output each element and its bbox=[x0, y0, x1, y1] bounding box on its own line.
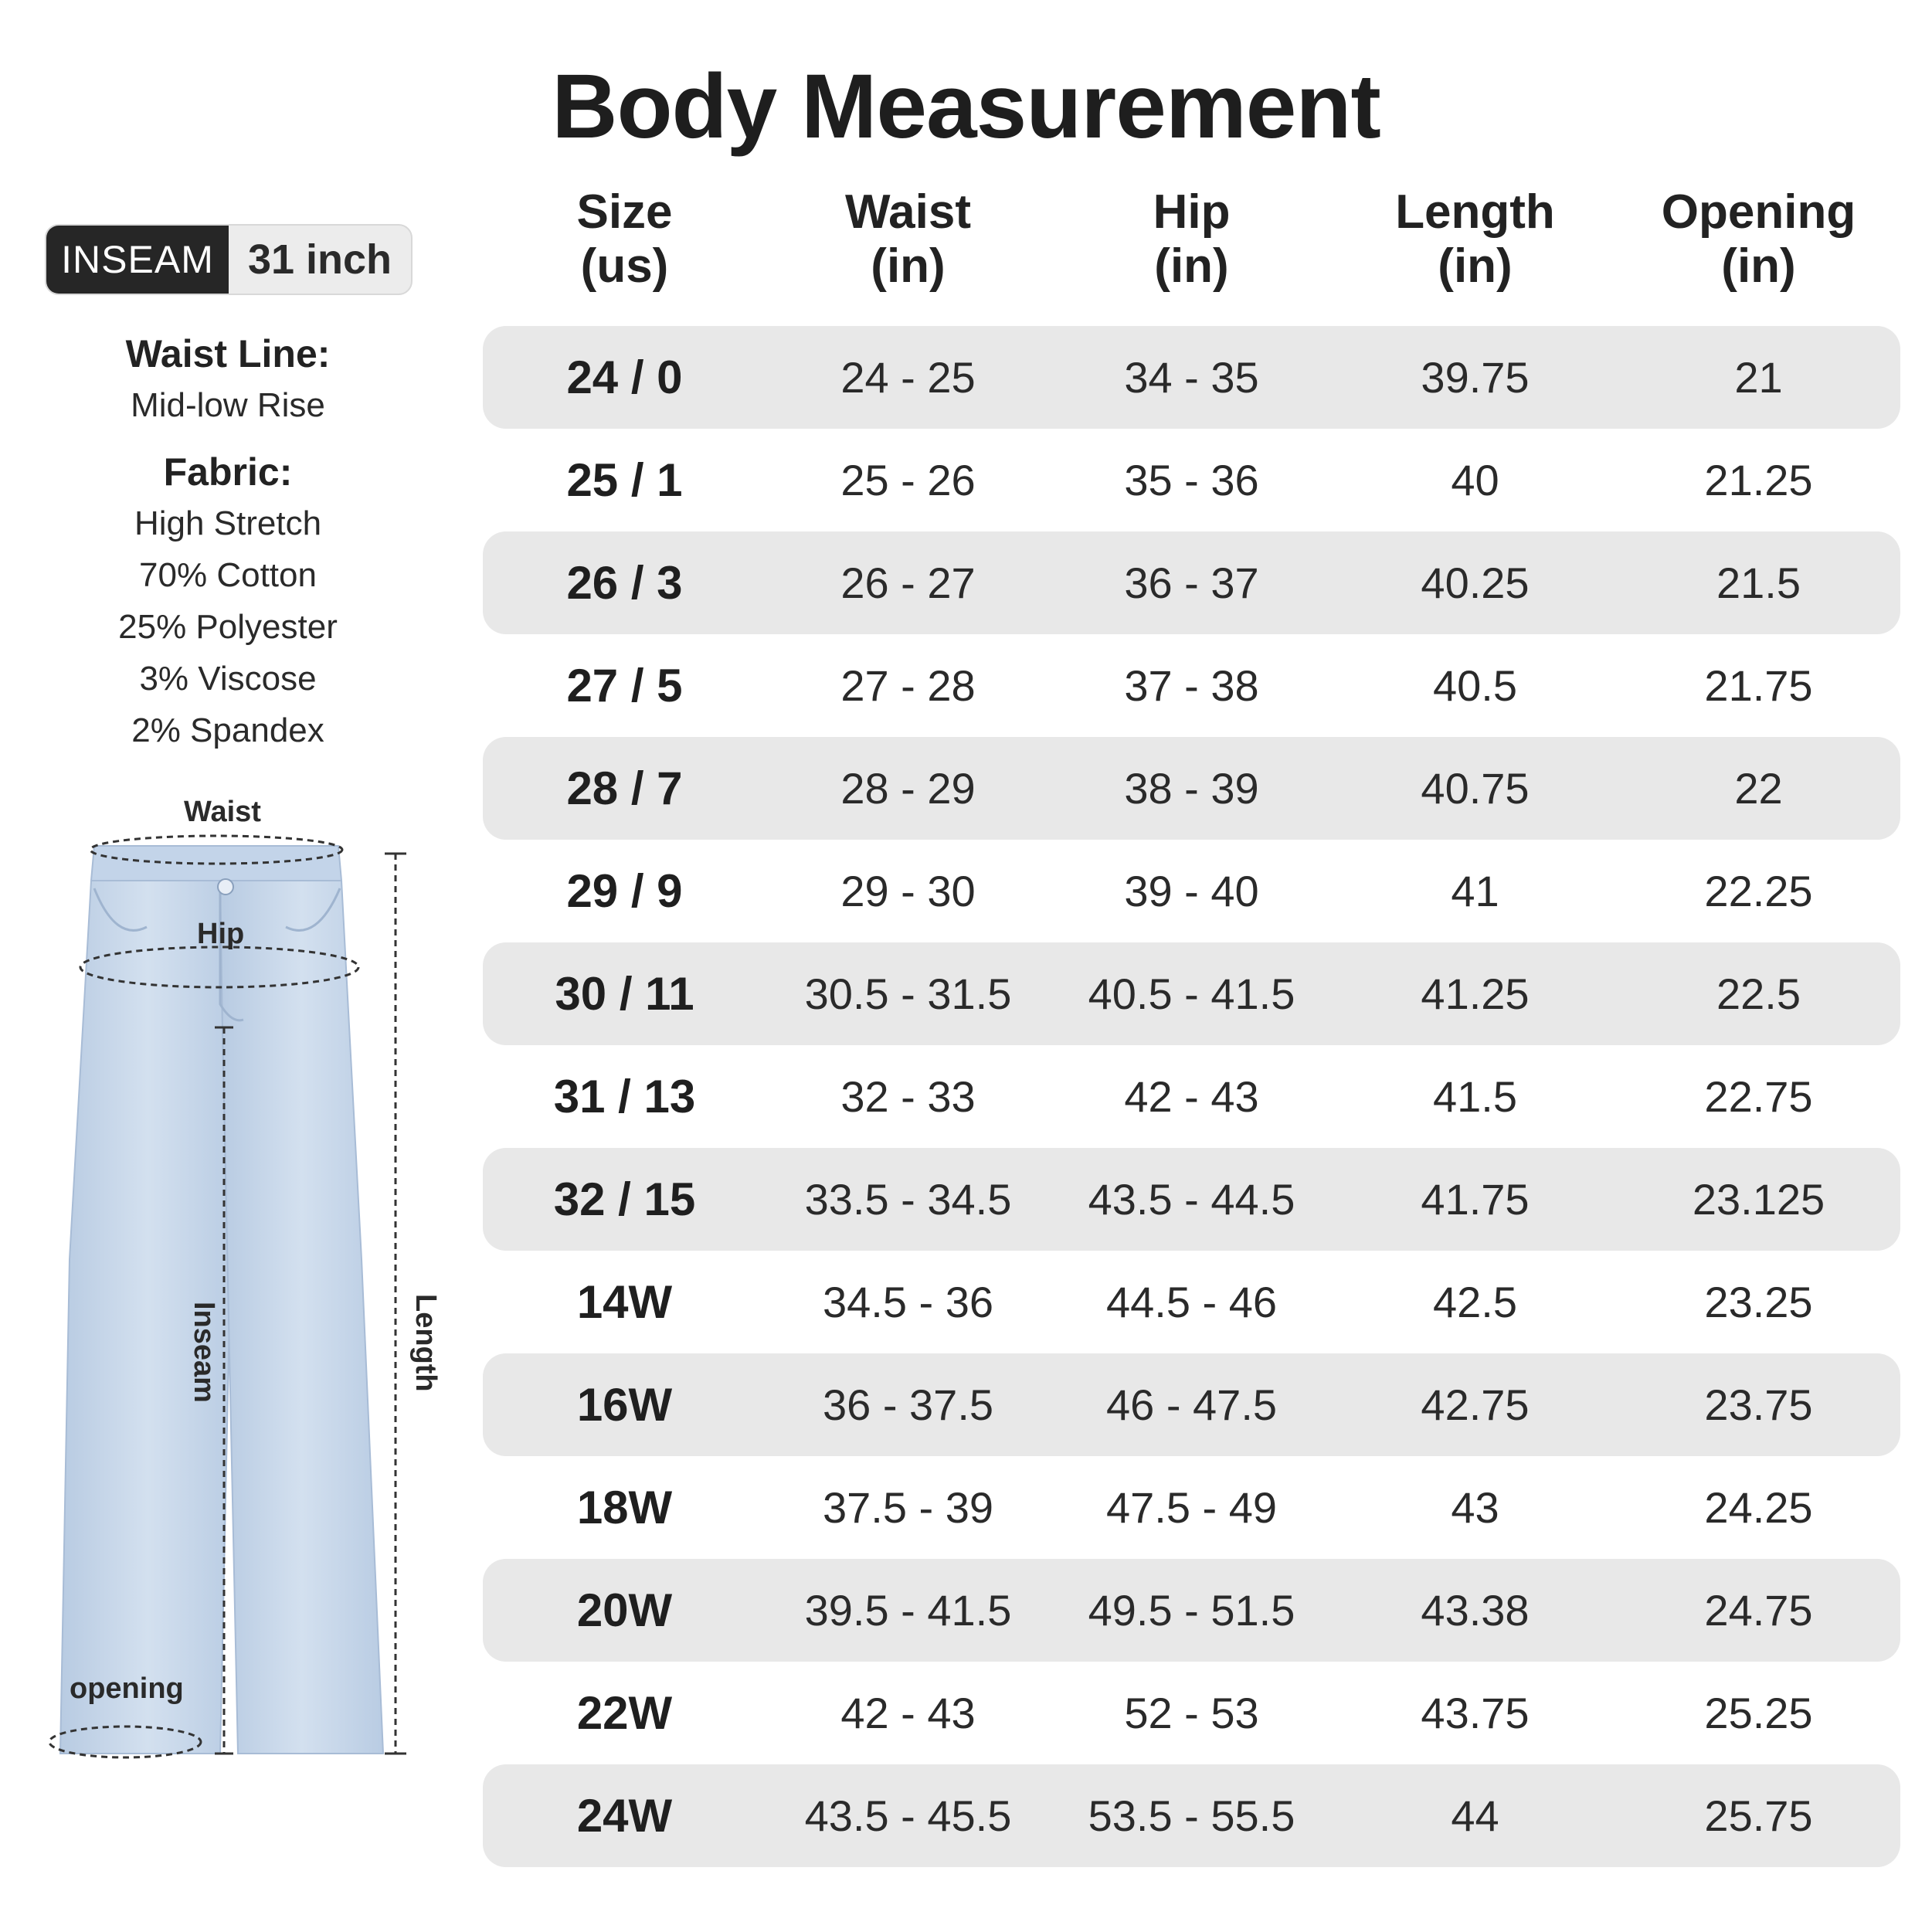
opening-cell: 25.75 bbox=[1704, 1791, 1813, 1840]
opening-cell: 22.25 bbox=[1704, 867, 1813, 915]
length-cell: 40.75 bbox=[1421, 764, 1530, 813]
waist-cell: 36 - 37.5 bbox=[822, 1380, 994, 1429]
waist-cell: 29 - 30 bbox=[840, 867, 976, 915]
length-cell: 42.5 bbox=[1433, 1278, 1517, 1326]
hip-cell: 34 - 35 bbox=[1124, 353, 1259, 402]
opening-cell: 23.125 bbox=[1692, 1175, 1825, 1224]
waist-diagram-label: Waist bbox=[184, 796, 261, 828]
length-cell: 43 bbox=[1451, 1483, 1499, 1532]
waist-line-label: Waist Line: bbox=[125, 332, 331, 375]
size-cell: 27 / 5 bbox=[566, 660, 683, 711]
waist-cell: 33.5 - 34.5 bbox=[804, 1175, 1012, 1224]
table-row bbox=[483, 1559, 1900, 1662]
length-cell: 41.75 bbox=[1421, 1175, 1530, 1224]
table-row bbox=[483, 840, 1900, 942]
size-cell: 22W bbox=[576, 1687, 673, 1739]
column-header-waist: Waist (in) bbox=[844, 185, 972, 293]
opening-cell: 24.25 bbox=[1704, 1483, 1813, 1532]
table-row bbox=[483, 1045, 1900, 1148]
table-row bbox=[483, 1353, 1900, 1456]
hip-cell: 47.5 - 49 bbox=[1105, 1483, 1278, 1532]
length-cell: 43.38 bbox=[1421, 1586, 1530, 1635]
waist-cell: 28 - 29 bbox=[840, 764, 976, 813]
size-cell: 24W bbox=[576, 1790, 673, 1842]
product-specs bbox=[73, 328, 382, 756]
length-cell: 43.75 bbox=[1421, 1689, 1530, 1737]
waist-cell: 26 - 27 bbox=[840, 559, 976, 607]
hip-cell: 44.5 - 46 bbox=[1105, 1278, 1278, 1326]
table-row bbox=[483, 1148, 1900, 1251]
size-cell: 31 / 13 bbox=[553, 1071, 696, 1122]
size-cell: 30 / 11 bbox=[555, 968, 694, 1020]
hip-cell: 46 - 47.5 bbox=[1105, 1380, 1278, 1429]
fabric-line: 25% Polyester bbox=[118, 608, 338, 646]
size-cell: 18W bbox=[576, 1482, 673, 1533]
length-cell: 41.25 bbox=[1421, 969, 1530, 1018]
column-header-hip: Hip (in) bbox=[1153, 185, 1231, 293]
table-row bbox=[483, 429, 1900, 531]
hip-cell: 49.5 - 51.5 bbox=[1088, 1586, 1295, 1635]
opening-cell: 24.75 bbox=[1704, 1586, 1813, 1635]
table-row bbox=[483, 1764, 1900, 1867]
opening-cell: 21 bbox=[1734, 353, 1783, 402]
opening-cell: 21.75 bbox=[1704, 661, 1813, 710]
waist-cell: 42 - 43 bbox=[840, 1689, 976, 1737]
fabric-line: High Stretch bbox=[134, 504, 322, 542]
hip-diagram-label: Hip bbox=[197, 918, 245, 950]
hip-cell: 39 - 40 bbox=[1124, 867, 1259, 915]
fabric-line: 3% Viscose bbox=[139, 660, 317, 698]
hip-cell: 40.5 - 41.5 bbox=[1088, 969, 1295, 1018]
size-cell: 14W bbox=[576, 1276, 673, 1328]
length-cell: 44 bbox=[1451, 1791, 1499, 1840]
length-cell: 40.5 bbox=[1433, 661, 1517, 710]
waist-cell: 25 - 26 bbox=[840, 456, 976, 504]
table-header bbox=[483, 185, 1900, 301]
length-cell: 41 bbox=[1451, 867, 1499, 915]
size-cell: 16W bbox=[576, 1379, 673, 1431]
hip-cell: 36 - 37 bbox=[1124, 559, 1259, 607]
table-row bbox=[483, 1662, 1900, 1764]
table-row bbox=[483, 531, 1900, 634]
table-row bbox=[483, 326, 1900, 429]
fabric-label: Fabric: bbox=[163, 450, 293, 494]
hip-cell: 37 - 38 bbox=[1124, 661, 1259, 710]
size-cell: 29 / 9 bbox=[566, 865, 683, 917]
hip-cell: 38 - 39 bbox=[1124, 764, 1259, 813]
waist-cell: 27 - 28 bbox=[840, 661, 976, 710]
hip-cell: 43.5 - 44.5 bbox=[1088, 1175, 1295, 1224]
opening-cell: 25.25 bbox=[1704, 1689, 1813, 1737]
fabric-line: 2% Spandex bbox=[131, 711, 324, 749]
opening-cell: 22.75 bbox=[1704, 1072, 1813, 1121]
inseam-diagram-label: Inseam bbox=[188, 1302, 220, 1403]
length-cell: 39.75 bbox=[1421, 353, 1530, 402]
size-cell: 20W bbox=[576, 1584, 673, 1636]
size-cell: 28 / 7 bbox=[566, 762, 683, 814]
waist-cell: 34.5 - 36 bbox=[822, 1278, 994, 1326]
hip-cell: 42 - 43 bbox=[1124, 1072, 1259, 1121]
length-cell: 41.5 bbox=[1433, 1072, 1517, 1121]
inseam-badge bbox=[45, 224, 413, 295]
column-header-opening: Opening (in) bbox=[1661, 185, 1856, 293]
waist-cell: 32 - 33 bbox=[840, 1072, 976, 1121]
inseam-badge-value: 31 inch bbox=[247, 236, 392, 283]
size-cell: 25 / 1 bbox=[566, 454, 683, 506]
waist-line-value: Mid-low Rise bbox=[131, 386, 325, 424]
hip-cell: 53.5 - 55.5 bbox=[1088, 1791, 1295, 1840]
jeans-illustration bbox=[31, 796, 463, 1769]
column-header-length: Length (in) bbox=[1395, 185, 1555, 293]
opening-cell: 21.5 bbox=[1716, 559, 1801, 607]
waist-cell: 37.5 - 39 bbox=[822, 1483, 994, 1532]
waist-cell: 30.5 - 31.5 bbox=[804, 969, 1012, 1018]
jeans-diagram bbox=[31, 796, 463, 1769]
page-title: Body Measurement bbox=[552, 56, 1380, 158]
size-cell: 26 / 3 bbox=[566, 557, 683, 609]
opening-cell: 22 bbox=[1734, 764, 1783, 813]
opening-cell: 22.5 bbox=[1716, 969, 1801, 1018]
size-cell: 32 / 15 bbox=[553, 1173, 696, 1225]
table-row bbox=[483, 1456, 1900, 1559]
table-row bbox=[483, 1251, 1900, 1353]
opening-cell: 23.75 bbox=[1704, 1380, 1813, 1429]
waist-cell: 24 - 25 bbox=[840, 353, 976, 402]
table-row bbox=[483, 634, 1900, 737]
table-row bbox=[483, 942, 1900, 1045]
hip-cell: 35 - 36 bbox=[1124, 456, 1259, 504]
size-cell: 24 / 0 bbox=[566, 351, 683, 403]
length-cell: 40 bbox=[1451, 456, 1499, 504]
inseam-badge-label: INSEAM bbox=[46, 226, 229, 294]
opening-cell: 23.25 bbox=[1704, 1278, 1813, 1326]
hip-cell: 52 - 53 bbox=[1124, 1689, 1259, 1737]
length-diagram-label: Length bbox=[409, 1294, 442, 1392]
opening-cell: 21.25 bbox=[1704, 456, 1813, 504]
column-header-size: Size (us) bbox=[576, 185, 673, 293]
table-row bbox=[483, 737, 1900, 840]
length-cell: 42.75 bbox=[1421, 1380, 1530, 1429]
opening-diagram-label: opening bbox=[70, 1672, 184, 1705]
waist-cell: 43.5 - 45.5 bbox=[804, 1791, 1012, 1840]
fabric-line: 70% Cotton bbox=[139, 556, 317, 594]
waist-cell: 39.5 - 41.5 bbox=[804, 1586, 1012, 1635]
length-cell: 40.25 bbox=[1421, 559, 1530, 607]
